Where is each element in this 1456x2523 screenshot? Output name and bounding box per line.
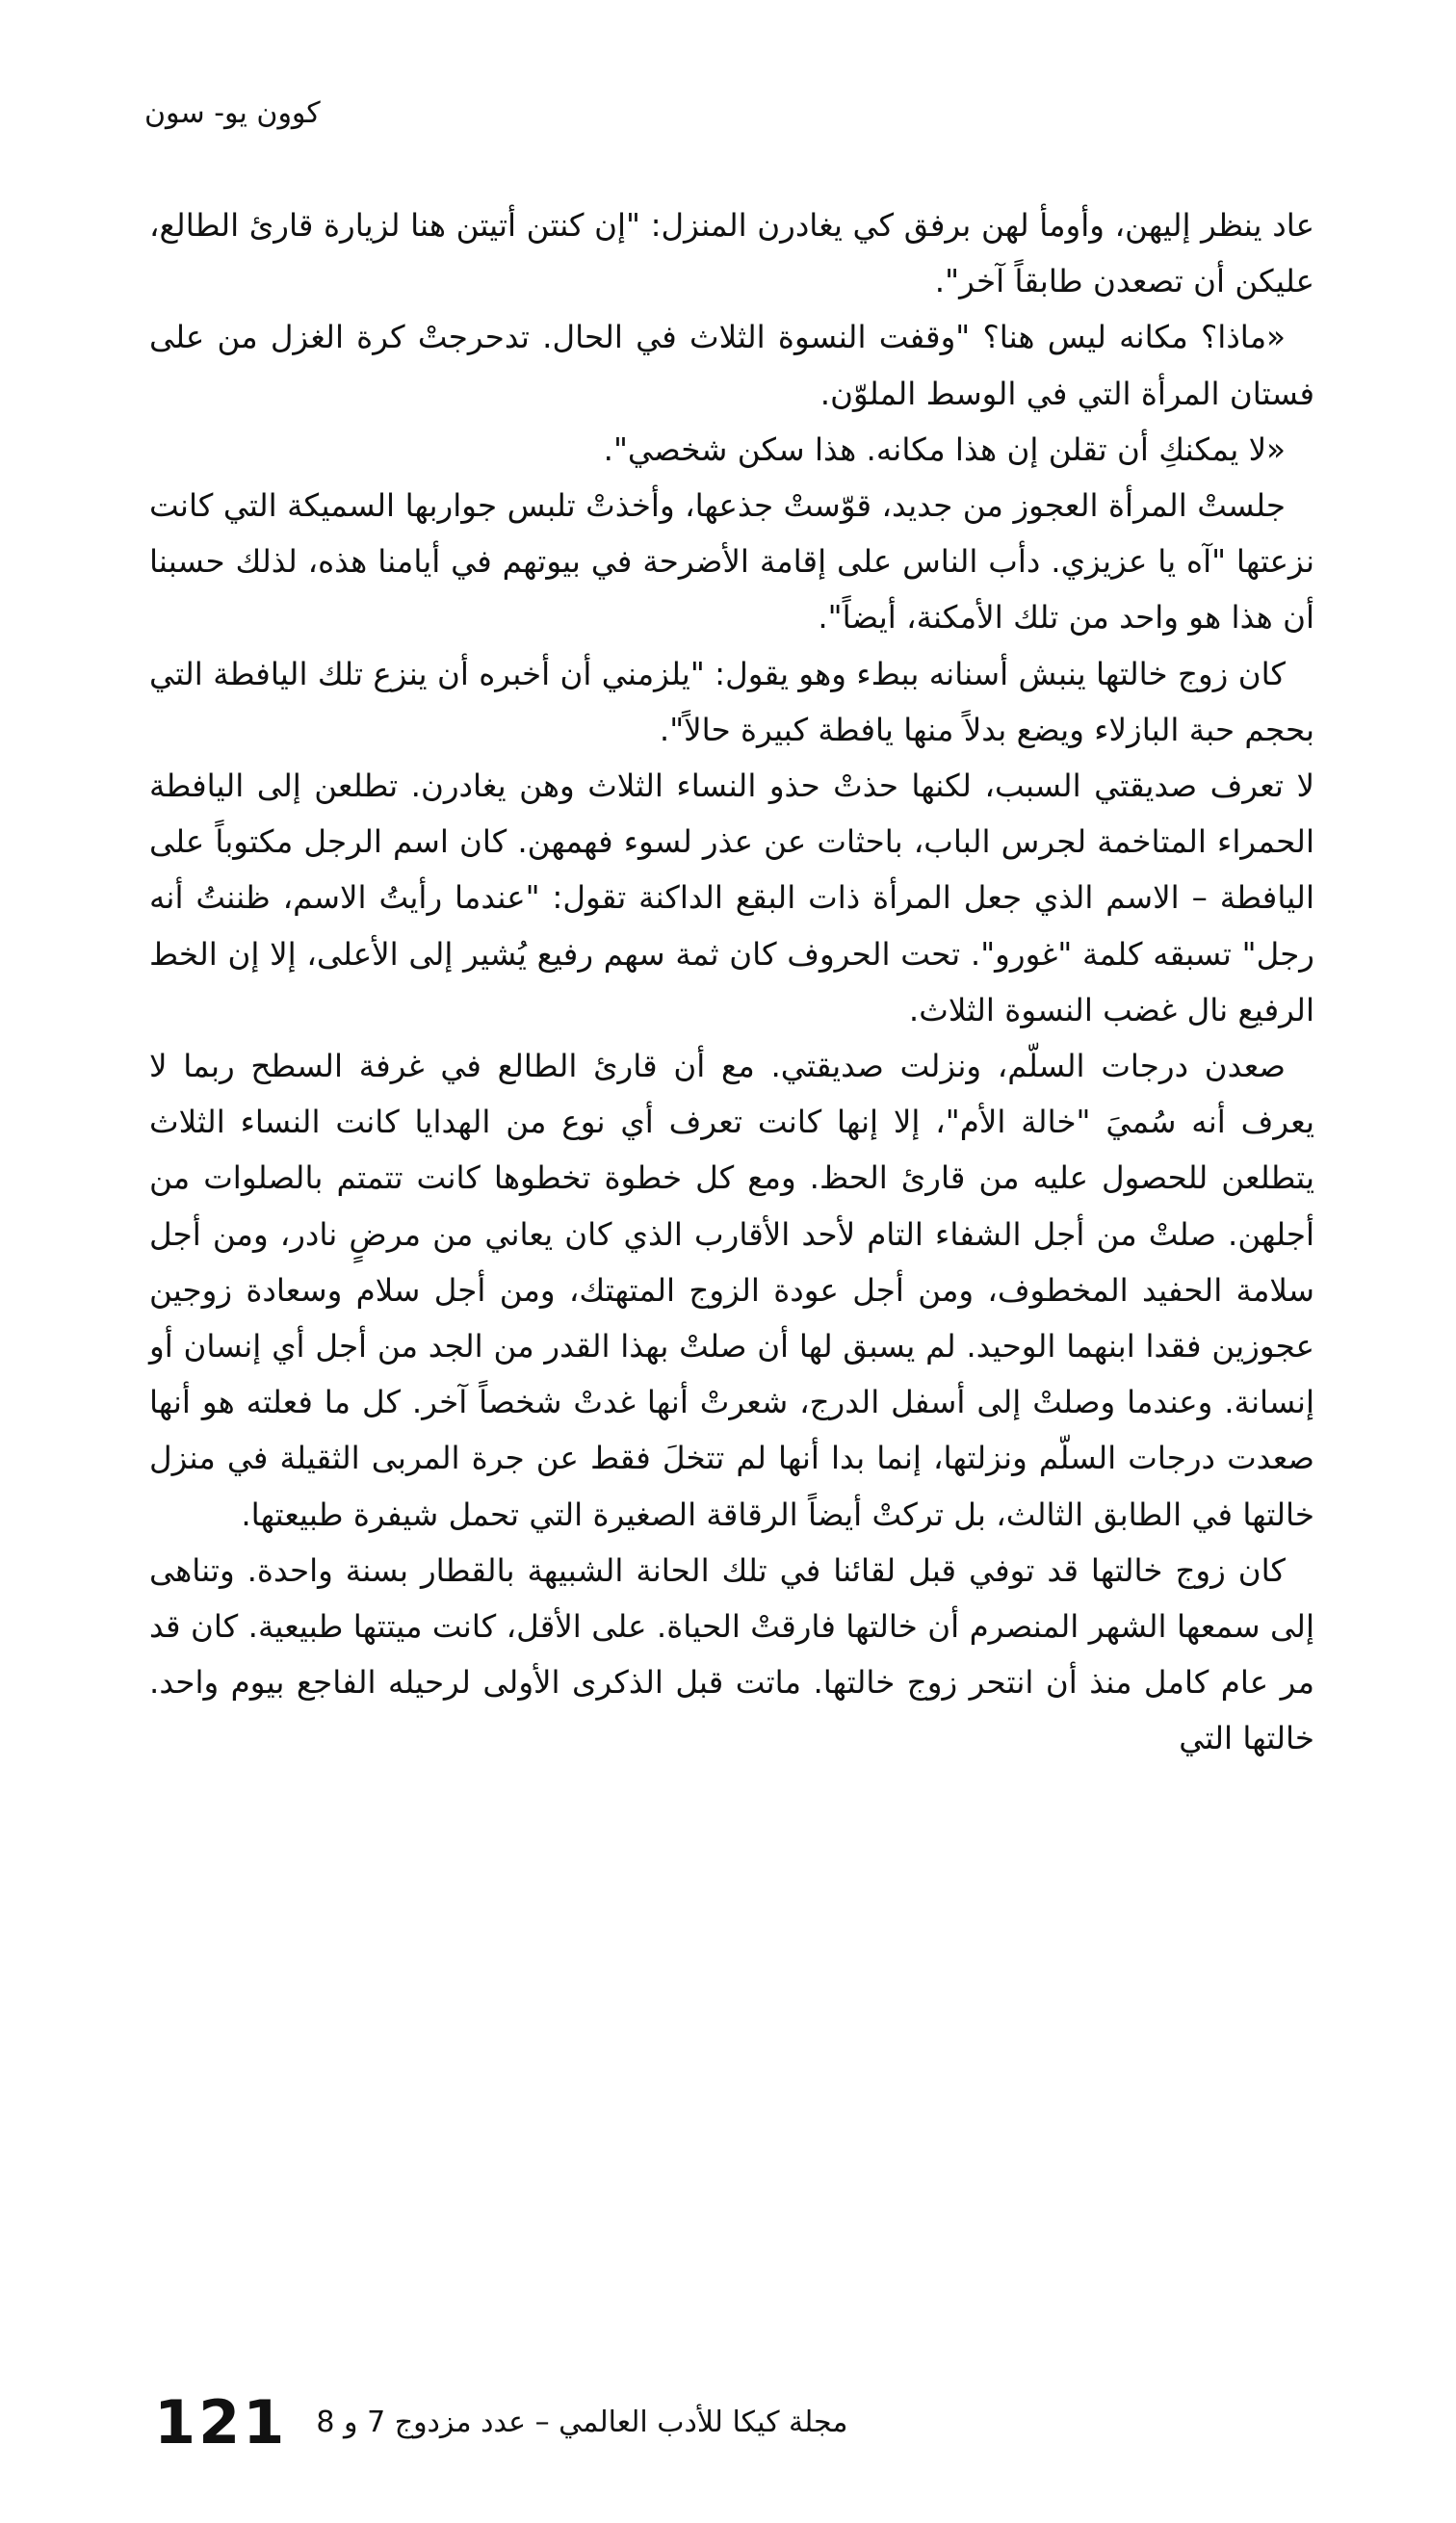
journal-title: مجلة كيكا للأدب العالمي – عدد مزدوج 7 و 8 [316, 2405, 848, 2439]
paragraph: عاد ينظر إليهن، وأومأ لهن برفق كي يغادرن المنزل: "إن كنتن أتيتن هنا لزيارة قارئ الطالع، عليكن أن تصعدن طابقاً آخر". [149, 207, 1314, 300]
paragraph: «ماذا؟ مكانه ليس هنا؟ "وقفت النسوة الثلاث في الحال. تدحرجتْ كرة الغزل من على فستان المرأة التي في الوسط الملوّن. [149, 319, 1314, 412]
paragraph: لا تعرف صديقتي السبب، لكنها حذتْ حذو النساء الثلاث وهن يغادرن. تطلعن إلى اليافطة الحمراء المتاخمة لجرس الباب، باحثات عن عذر لسوء فهمهن. كان اسم الرجل مكتوباً على اليافطة – الاسم الذي جعل المرأة ذات البقع الداكنة تقول: "عندما رأيتُ الاسم، ظننتُ أنه رجل" تسبقه كلمة "غورو". تحت الحروف كان ثمة سهم رفيع يُشير إلى الأعلى، إلا إن الخط الرفيع نال غضب النسوة الثلاث. [149, 767, 1314, 1028]
paragraph: جلستْ المرأة العجوز من جديد، قوّستْ جذعها، وأخذتْ تلبس جواربها السميكة التي كانت نزعتها "آه يا عزيزي. دأب الناس على إقامة الأضرحة في بيوتهم في أيامنا هذه، لذلك حسبنا أن هذا هو واحد من تلك الأمكنة، أيضاً". [149, 487, 1314, 637]
page-number: 121 [154, 2386, 288, 2458]
running-head-author: كوون يو- سون [144, 96, 321, 130]
paragraph: كان زوج خالتها قد توفي قبل لقائنا في تلك الحانة الشبيهة بالقطار بسنة واحدة. وتناهى إلى سمعها الشهر المنصرم أن خالتها فارقتْ الحياة. على الأقل، كانت ميتتها طبيعية. كان قد مر عام كامل منذ أن انتحر زوج خالتها. ماتت قبل الذكرى الأولى لرحيله الفاجع بيوم واحد. خالتها التي [149, 1551, 1314, 1757]
paragraph: كان زوج خالتها ينبش أسنانه ببطء وهو يقول: "يلزمني أن أخبره أن ينزع تلك اليافطة التي بحجم حبة البازلاء ويضع بدلاً منها يافطة كبيرة حالاً". [149, 655, 1314, 748]
article-body [149, 197, 1314, 1767]
paragraph: صعدن درجات السلّم، ونزلت صديقتي. مع أن قارئ الطالع في غرفة السطح ربما لا يعرف أنه سُميَ "خالة الأم"، إلا إنها كانت تعرف أي نوع من الهدايا كانت النساء الثلاث يتطلعن للحصول عليه من قارئ الحظ. ومع كل خطوة تخطوها كانت تتمتم بالصلوات من أجلهن. صلتْ من أجل الشفاء التام لأحد الأقارب الذي كان يعاني من مرضٍ نادر، ومن أجل سلامة الحفيد المخطوف، ومن أجل عودة الزوج المتهتك، ومن أجل سلام وسعادة زوجين عجوزين فقدا ابنهما الوحيد. لم يسبق لها أن صلتْ بهذا القدر من الجد من أجل أي إنسان أو إنسانة. وعندما وصلتْ إلى أسفل الدرج، شعرتْ أنها غدتْ شخصاً آخر. كل ما فعلته هو أنها صعدت درجات السلّم ونزلتها، إنما بدا أنها لم تتخلَ فقط عن جرة المربى الثقيلة في منزل خالتها في الطابق الثالث، بل تركتْ أيضاً الرقاقة الصغيرة التي تحمل شيفرة طبيعتها. [149, 1048, 1314, 1533]
page-footer [154, 2388, 847, 2456]
paragraph: «لا يمكنكِ أن تقلن إن هذا مكانه. هذا سكن شخصي". [603, 430, 1286, 468]
